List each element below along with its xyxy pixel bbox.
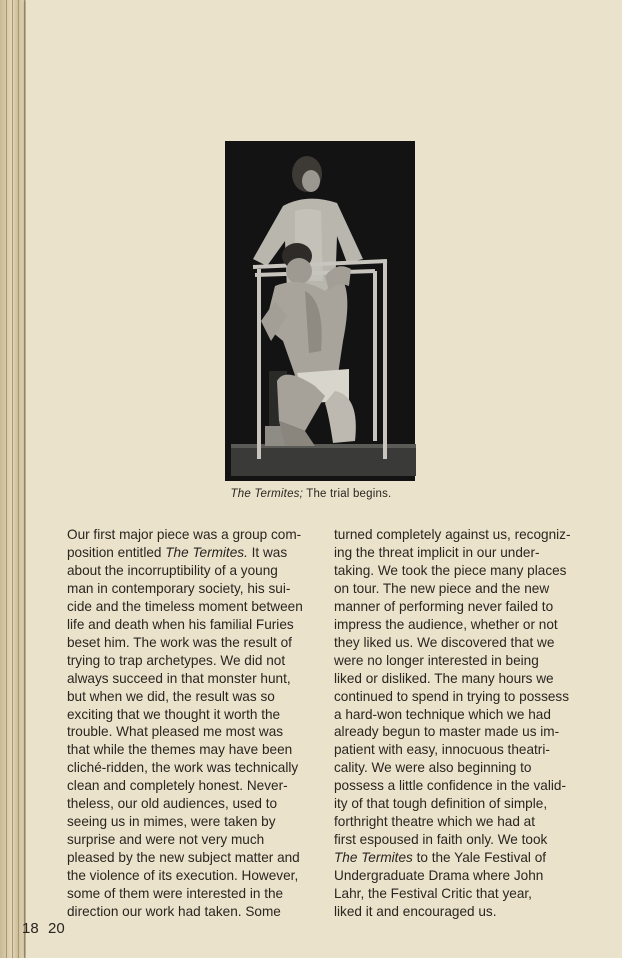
text-line: already begun to master made us im-: [334, 724, 560, 740]
inline-title: The Termites: [334, 850, 413, 866]
text-line: on tour. The new piece and the new: [334, 580, 550, 596]
page-number: 20: [48, 920, 65, 937]
text-column-left: [67, 526, 329, 921]
text-line: impress the audience, whether or not: [334, 616, 558, 632]
text-line-with-title: [67, 544, 329, 562]
text-line: beset him. The work was the result of: [67, 634, 292, 650]
photo-icon: [225, 141, 415, 481]
text-line: Lahr, the Festival Critic that year,: [334, 886, 532, 902]
text-line: direction our work had taken. Some: [67, 904, 281, 920]
text-line: exciting that we thought it worth the: [67, 706, 281, 722]
inline-title: The Termites.: [165, 544, 248, 560]
text-fragment: to the Yale Festival of: [412, 850, 547, 866]
text-line: always succeed in that monster hunt,: [67, 670, 291, 686]
text-line: cide and the timeless moment between: [67, 598, 303, 614]
text-line: surprise and were not very much: [67, 832, 265, 848]
text-line: seeing us in mimes, were taken by: [67, 814, 276, 830]
text-line: forthright theatre which we had at: [334, 814, 535, 830]
text-line: manner of performing never failed to: [334, 598, 554, 614]
text-line: trying to trap archetypes. We did not: [67, 652, 286, 668]
text-line: but when we did, the result was so: [67, 688, 275, 704]
text-line: trouble. What pleased me most was: [67, 724, 284, 740]
text-line: liked it and encouraged us.: [334, 904, 497, 920]
text-column-right: [334, 526, 596, 921]
text-line-with-title: [334, 849, 596, 867]
photo-caption: [0, 488, 622, 500]
text-line: they liked us. We discovered that we: [334, 634, 555, 650]
text-line: were no longer interested in being: [334, 652, 539, 668]
text-line: ing the threat implicit in our under-: [334, 544, 540, 560]
text-line: possess a little confidence in the valid-: [334, 778, 566, 794]
text-line: cality. We were also beginning to: [334, 760, 532, 776]
text-line: clean and completely honest. Never-: [67, 778, 288, 794]
performance-photo: [225, 141, 415, 481]
text-line: that while the themes may have been: [67, 742, 293, 758]
caption-title: The Termites;: [230, 488, 304, 500]
text-line: taking. We took the piece many places: [334, 562, 567, 578]
text-line: man in contemporary society, his sui-: [67, 580, 291, 596]
text-fragment: position entitled: [67, 544, 166, 560]
previous-page-number: 18: [22, 920, 39, 937]
caption-text: The trial begins.: [303, 488, 392, 500]
text-line: theless, our old audiences, used to: [67, 796, 278, 812]
text-line: a hard-won technique which we had: [334, 706, 551, 722]
text-line: turned completely against us, recogniz-: [334, 527, 571, 542]
text-line: Our first major piece was a group com-: [67, 527, 302, 542]
text-line: life and death when his familial Furies: [67, 616, 294, 632]
text-line: continued to spend in trying to possess: [334, 688, 570, 704]
text-line: patient with easy, innocuous theatri-: [334, 742, 550, 758]
text-line: pleased by the new subject matter and: [67, 850, 300, 866]
text-line: Undergraduate Drama where John: [334, 868, 544, 884]
text-line: the violence of its execution. However,: [67, 868, 299, 884]
text-line: some of them were interested in the: [67, 886, 284, 902]
text-line: cliché-ridden, the work was technically: [67, 760, 299, 776]
text-line: first espoused in faith only. We took: [334, 832, 548, 848]
text-line: liked or disliked. The many hours we: [334, 670, 554, 686]
text-line: about the incorruptibility of a young: [67, 562, 278, 578]
text-line: ity of that tough definition of simple,: [334, 796, 548, 812]
text-fragment: It was: [247, 544, 288, 560]
